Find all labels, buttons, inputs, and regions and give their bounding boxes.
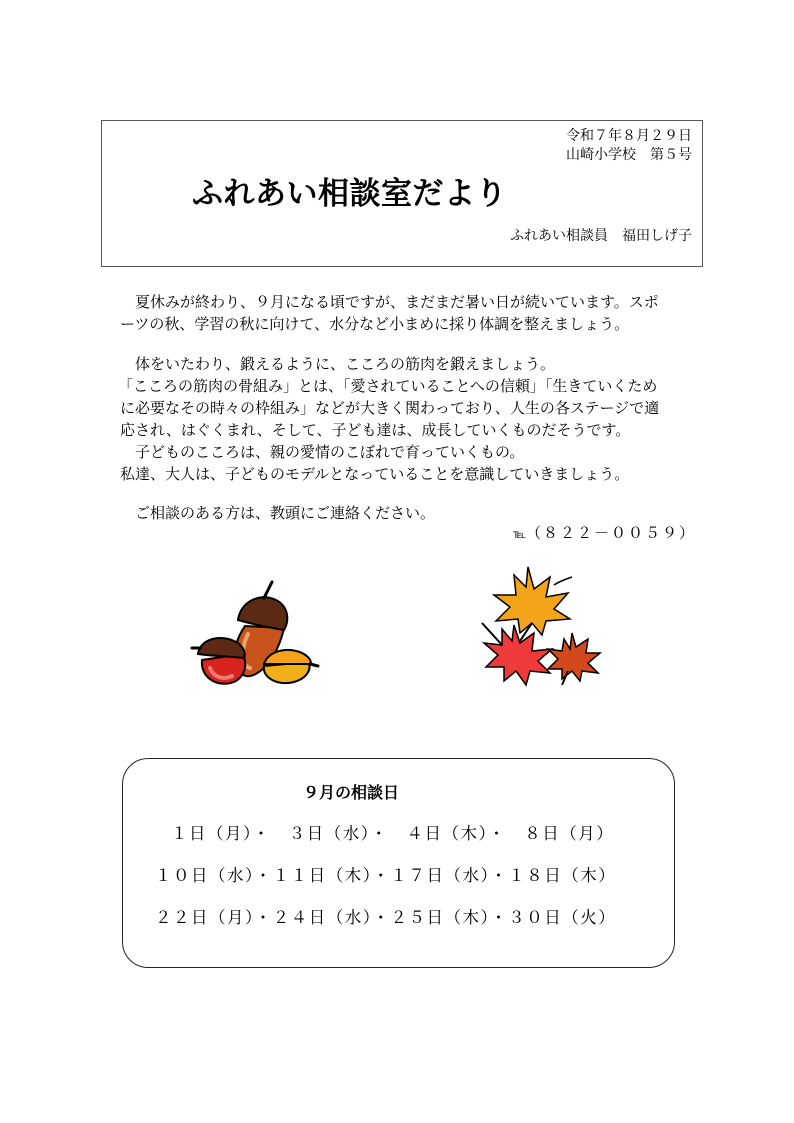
body-line-1: 夏休みが終わり、９月になる頃ですが、まだまだ暑い日が続いています。スポ [120,293,659,311]
body-line-2: ーツの秋、学習の秋に向けて、水分など小まめに採り体調を整えましょう。 [120,315,630,333]
schedule-box [122,758,675,968]
schedule-row-2: １０日（水）・１１日（木）・１７日（水）・１８日（木） [155,866,617,885]
telephone [513,523,696,544]
schedule-row-1: １日（月）・ ３日（水）・ ４日（木）・ ８日（月） [171,824,615,843]
maple-leaf-brown [548,633,600,685]
tel-mark: ℡ [513,527,526,541]
header-box [101,120,703,267]
body-line-3: 体をいたわり、鍛えるように、こころの筋肉を鍛えましょう。 [120,355,556,373]
body-line-8: 私達、大人は、子どものモデルとなっていることを意識していきましょう。 [120,465,630,483]
body-line-9: ご相談のある方は、教頭にご連絡ください。 [120,504,436,522]
acorn-red [192,638,245,684]
acorn-illustration [188,578,323,688]
schedule-title: ９月の相談日 [303,783,400,802]
maple-leaf-orange [494,567,572,641]
body-line-6: 応され、はぐくまれ、そして、子ども達は、成長していくものだそうです。 [120,421,631,439]
body-line-4: 「こころの筋肉の骨組み」とは、「愛されていることへの信頼」「生きていくため [118,377,658,395]
page-title: ふれあい相談室だより [192,176,507,212]
tel-number: （８２２－００５９） [525,524,696,542]
schedule-row-3: ２２日（月）・２４日（水）・２５日（木）・３０日（火） [155,908,617,927]
body-line-7: 子どものこころは、親の愛情のこぼれで育っていくもの。 [120,443,525,461]
acorn-yellow [264,650,318,683]
author: ふれあい相談員 福田しげ子 [510,228,692,244]
school-issue: 山崎小学校 第５号 [566,147,692,163]
issue-date: 令和７年８月２９日 [566,128,692,144]
body-line-5: に必要なその時々の枠組み」などが大きく関わっており、人生の各ステージで適 [120,399,660,417]
maple-leaves-illustration [476,563,606,688]
